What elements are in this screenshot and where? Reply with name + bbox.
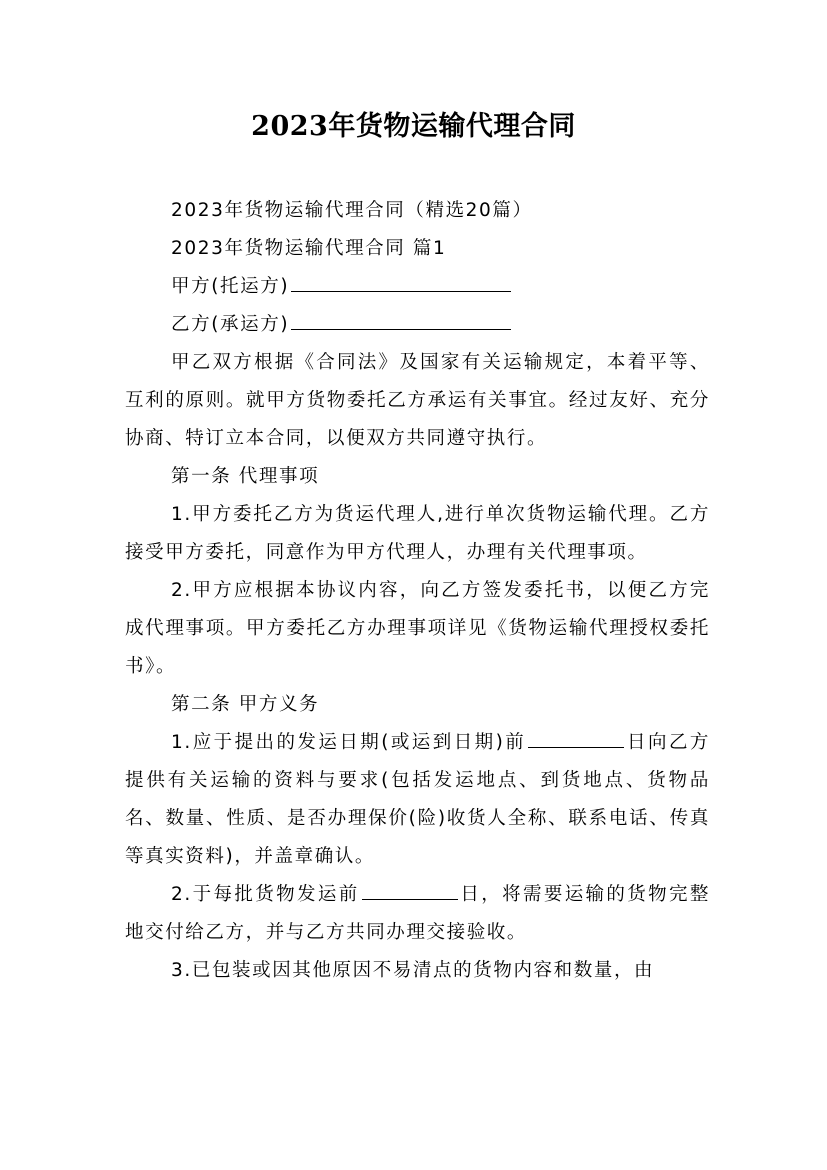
article2-item2 — [125, 876, 710, 952]
article2-item1 — [125, 724, 710, 876]
article2-item2-text-a: 2.于每批货物发运前 — [171, 884, 360, 905]
article2-heading: 第二条 甲方义务 — [171, 694, 320, 715]
article2-item2-blank — [362, 877, 458, 900]
article2-item1-text-a: 1.应于提出的发运日期(或运到日期)前 — [171, 732, 527, 753]
article2-item3: 3.已包装或因其他原因不易清点的货物内容和数量，由 — [171, 960, 655, 981]
article2-item2-text-b: 日，将需要运输的货物完整地交付给乙方，并与乙方共同办理交接验收。 — [125, 884, 711, 943]
document-title: 2023年货物运输代理合同 — [251, 111, 576, 142]
document-body — [125, 192, 710, 990]
article1-item1: 1.甲方委托乙方为货运代理人,进行单次货物运输代理。乙方接受甲方委托，同意作为甲方代理人，办理有关代理事项。 — [125, 504, 710, 563]
intro-paragraph: 甲乙双方根据《合同法》及国家有关运输规定，本着平等、互利的原则。就甲方货物委托乙方承运有关事宜。经过友好、充分协商、特订立本合同，以便双方共同遵守执行。 — [125, 352, 710, 449]
section-heading: 2023年货物运输代理合同 篇1 — [171, 238, 447, 259]
party-a-label: 甲方(托运方) — [171, 276, 290, 297]
article1-item2: 2.甲方应根据本协议内容，向乙方签发委托书，以便乙方完成代理事项。甲方委托乙方办理事项详见《货物运输代理授权委托书》。 — [125, 580, 710, 677]
party-b-blank — [291, 307, 511, 330]
party-b-label: 乙方(承运方) — [171, 314, 290, 335]
party-a-blank — [291, 269, 511, 292]
article2-item1-text-b: 日向乙方提供有关运输的资料与要求(包括发运地点、到货地点、货物品名、数量、性质、是否办理保价(险)收货人全称、联系电话、传真等真实资料)，并盖章确认。 — [125, 732, 710, 867]
article1-heading: 第一条 代理事项 — [171, 466, 320, 487]
article2-item1-blank — [528, 725, 624, 748]
party-a-line — [125, 268, 710, 306]
party-b-line — [125, 306, 710, 344]
subtitle: 2023年货物运输代理合同（精选20篇） — [171, 200, 533, 221]
